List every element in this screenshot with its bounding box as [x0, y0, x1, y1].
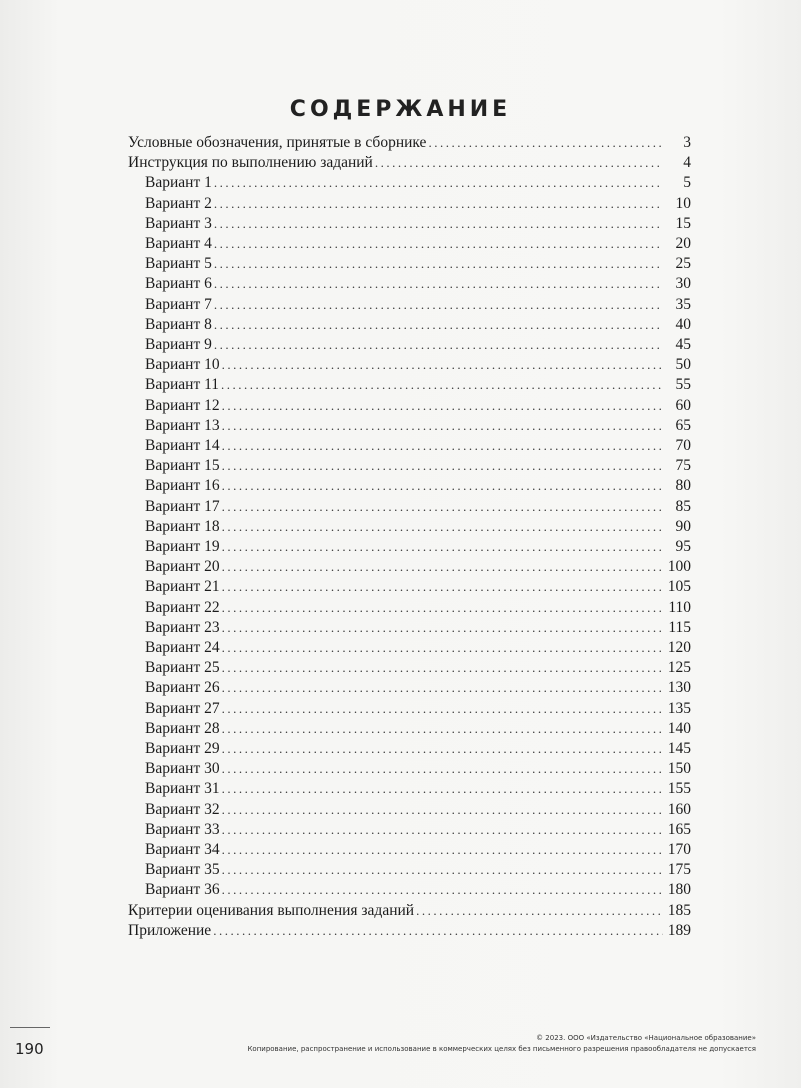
toc-entry — [145, 577, 691, 597]
dot-leader — [222, 860, 663, 880]
toc-entry-label: Вариант 17 — [145, 497, 220, 515]
dot-leader — [222, 779, 663, 799]
toc-entry — [145, 254, 691, 274]
toc-entry — [145, 618, 691, 638]
toc-entry — [145, 436, 691, 456]
toc-entry-label: Приложение — [128, 921, 212, 939]
toc-entry-page: 55 — [675, 376, 691, 394]
dot-leader — [222, 456, 663, 476]
toc-entry-page: 35 — [675, 295, 691, 313]
toc-entry — [145, 537, 691, 557]
toc-entry-label: Вариант 35 — [145, 861, 220, 879]
dot-leader — [222, 537, 663, 557]
toc-entry-label: Вариант 25 — [145, 659, 220, 677]
dot-leader — [222, 598, 663, 618]
toc-entry-label: Вариант 1 — [145, 174, 212, 192]
toc-entry — [145, 173, 691, 193]
toc-entry — [145, 234, 691, 254]
toc-entry-page: 145 — [667, 740, 691, 757]
toc-entry — [145, 598, 691, 618]
toc-entry-page: 60 — [675, 396, 691, 414]
dot-leader — [222, 497, 663, 517]
toc-entry-page: 175 — [667, 861, 691, 879]
toc-entry — [145, 476, 691, 496]
toc-entry — [145, 719, 691, 739]
dot-leader — [222, 416, 663, 436]
dot-leader — [222, 840, 663, 860]
toc-entry-label: Вариант 28 — [145, 719, 220, 737]
dot-leader — [222, 517, 663, 537]
toc-entry-label: Критерии оценивания выполнения заданий — [128, 901, 415, 919]
dot-leader — [214, 335, 663, 355]
dot-leader — [213, 921, 663, 941]
dot-leader — [222, 820, 663, 840]
toc-entry-page: 45 — [675, 336, 691, 353]
dot-leader — [222, 577, 663, 597]
toc-entry-label: Вариант 13 — [145, 416, 220, 434]
toc-entry — [145, 315, 691, 335]
toc-entry — [145, 880, 691, 900]
toc-entry-label: Вариант 20 — [145, 558, 220, 576]
toc-entry — [128, 921, 691, 941]
toc-entry-page: 85 — [675, 497, 691, 515]
toc-entry-label: Вариант 24 — [145, 639, 220, 656]
toc-entry — [145, 274, 691, 294]
dot-leader — [222, 719, 663, 739]
toc-entry-page: 120 — [667, 639, 691, 656]
toc-entry-label: Вариант 12 — [145, 396, 220, 414]
toc-entry-label: Вариант 22 — [145, 598, 220, 616]
toc-entry-label: Вариант 16 — [145, 477, 220, 495]
toc-entry-label: Вариант 32 — [145, 800, 220, 818]
toc-entry-page: 115 — [668, 618, 691, 636]
toc-entry-page: 150 — [667, 760, 691, 778]
toc-entry — [145, 699, 691, 719]
toc-entry-label: Вариант 14 — [145, 437, 220, 454]
toc-entry-page: 5 — [683, 174, 691, 192]
toc-entry — [145, 355, 691, 375]
toc-entry — [145, 335, 691, 355]
dot-leader — [416, 901, 663, 921]
toc-entry — [145, 759, 691, 779]
dot-leader — [214, 234, 663, 254]
copyright-line-1: © 2023. ООО «Издательство «Национальное образование» — [536, 1034, 756, 1042]
dot-leader — [222, 476, 663, 496]
toc-entry — [145, 517, 691, 537]
dot-leader — [428, 133, 663, 153]
copyright-notice — [247, 1033, 756, 1055]
toc-entry-page: 130 — [667, 679, 691, 697]
toc-entry — [145, 860, 691, 880]
toc-entry-label: Вариант 3 — [145, 214, 212, 232]
toc-entry-page: 15 — [675, 214, 691, 232]
dot-leader — [222, 800, 663, 820]
toc-entry-page: 110 — [668, 598, 691, 616]
toc-entry-label: Вариант 11 — [145, 376, 220, 394]
toc-entry — [128, 901, 691, 921]
toc-entry-page: 25 — [675, 255, 691, 273]
toc-entry — [145, 214, 691, 234]
dot-leader — [214, 173, 663, 193]
toc-entry-page: 105 — [667, 578, 691, 596]
dot-leader — [214, 315, 663, 335]
toc-entry-page: 30 — [675, 275, 691, 293]
toc-entry-page: 4 — [683, 154, 691, 172]
dot-leader — [222, 699, 663, 719]
toc-entry-label: Вариант 19 — [145, 538, 220, 555]
toc-entry — [145, 557, 691, 577]
toc-entry-page: 50 — [675, 356, 691, 374]
toc-entry-page: 140 — [667, 719, 691, 737]
toc-entry-label: Вариант 21 — [145, 578, 220, 596]
toc-entry-label: Вариант 2 — [145, 194, 212, 212]
toc-entry-label: Вариант 9 — [145, 336, 212, 353]
toc-entry-page: 90 — [675, 517, 691, 535]
toc-entry-page: 80 — [675, 477, 691, 495]
page-number: 190 — [15, 1040, 44, 1058]
toc-entry — [128, 133, 691, 153]
dot-leader — [214, 194, 663, 214]
toc-entry-label: Вариант 27 — [145, 699, 220, 717]
toc-entry-page: 185 — [667, 901, 691, 919]
dot-leader — [214, 274, 663, 294]
toc-entry-page: 189 — [667, 921, 691, 939]
toc-entry-label: Вариант 6 — [145, 275, 212, 293]
toc-entry — [145, 658, 691, 678]
toc-entry-label: Вариант 23 — [145, 618, 220, 636]
toc-entry-page: 40 — [675, 315, 691, 333]
dot-leader — [222, 355, 663, 375]
toc-entry-page: 180 — [667, 881, 691, 899]
toc-entry — [145, 779, 691, 799]
dot-leader — [222, 880, 663, 900]
toc-entry-page: 65 — [675, 416, 691, 434]
dot-leader — [222, 396, 663, 416]
dot-leader — [222, 759, 663, 779]
toc-entry-page: 20 — [675, 235, 691, 252]
toc-entry-page: 125 — [667, 659, 691, 677]
dot-leader — [222, 618, 663, 638]
toc-entry-label: Вариант 7 — [145, 295, 212, 313]
toc-entry-label: Вариант 36 — [145, 881, 220, 899]
toc-entry — [145, 820, 691, 840]
toc-entry-page: 155 — [667, 780, 691, 798]
toc-entry-label: Вариант 29 — [145, 740, 220, 757]
toc-entry-label: Вариант 10 — [145, 356, 220, 374]
toc-entry-page: 10 — [675, 194, 691, 212]
dot-leader — [222, 678, 663, 698]
toc-entry-page: 70 — [675, 437, 691, 454]
toc-entry-page: 165 — [667, 820, 691, 838]
dot-leader — [375, 153, 663, 173]
toc-entry — [145, 800, 691, 820]
dot-leader — [222, 658, 663, 678]
toc-entry-label: Инструкция по выполнению заданий — [128, 154, 373, 172]
toc-entry — [145, 456, 691, 476]
toc-entry — [145, 194, 691, 214]
dot-leader — [222, 739, 663, 759]
dot-leader — [214, 254, 663, 274]
toc-entry-label: Вариант 30 — [145, 760, 220, 778]
toc-entry-page: 135 — [667, 699, 691, 717]
toc-entry — [145, 375, 691, 395]
toc-entry-page: 100 — [667, 558, 691, 576]
toc-entry-label: Вариант 31 — [145, 780, 220, 798]
toc-entry — [145, 678, 691, 698]
dot-leader — [222, 436, 663, 456]
toc-entry — [145, 739, 691, 759]
toc-entry-label: Вариант 34 — [145, 841, 220, 858]
toc-entry — [145, 638, 691, 658]
toc-entry-page: 3 — [683, 134, 691, 151]
toc-entry-label: Вариант 8 — [145, 315, 212, 333]
toc-entry-label: Вариант 5 — [145, 255, 212, 273]
page-title: СОДЕРЖАНИЕ — [289, 97, 512, 122]
toc-entry-label: Вариант 15 — [145, 457, 220, 475]
dot-leader — [222, 557, 663, 577]
copyright-line-2: Копирование, распространение и использование в коммерческих целях без письменного разрешения правообладателя не допускается — [247, 1045, 756, 1053]
toc-entry-label: Вариант 33 — [145, 820, 220, 838]
footer-divider — [10, 1027, 50, 1028]
toc-entry-page: 95 — [675, 538, 691, 555]
dot-leader — [222, 638, 663, 658]
toc-entry — [145, 497, 691, 517]
toc-entry — [145, 840, 691, 860]
dot-leader — [214, 295, 663, 315]
toc-entry — [128, 153, 691, 173]
toc-entry — [145, 295, 691, 315]
toc-entry — [145, 396, 691, 416]
dot-leader — [221, 375, 663, 395]
dot-leader — [214, 214, 663, 234]
toc-entry-page: 160 — [667, 800, 691, 818]
toc-entry-label: Вариант 18 — [145, 517, 220, 535]
toc-entry-label: Вариант 4 — [145, 235, 212, 252]
toc-entry-label: Условные обозначения, принятые в сборнике — [128, 134, 427, 151]
toc-entry-page: 170 — [667, 841, 691, 858]
toc-entry-page: 75 — [675, 457, 691, 475]
toc-entry-label: Вариант 26 — [145, 679, 220, 697]
toc-entry — [145, 416, 691, 436]
